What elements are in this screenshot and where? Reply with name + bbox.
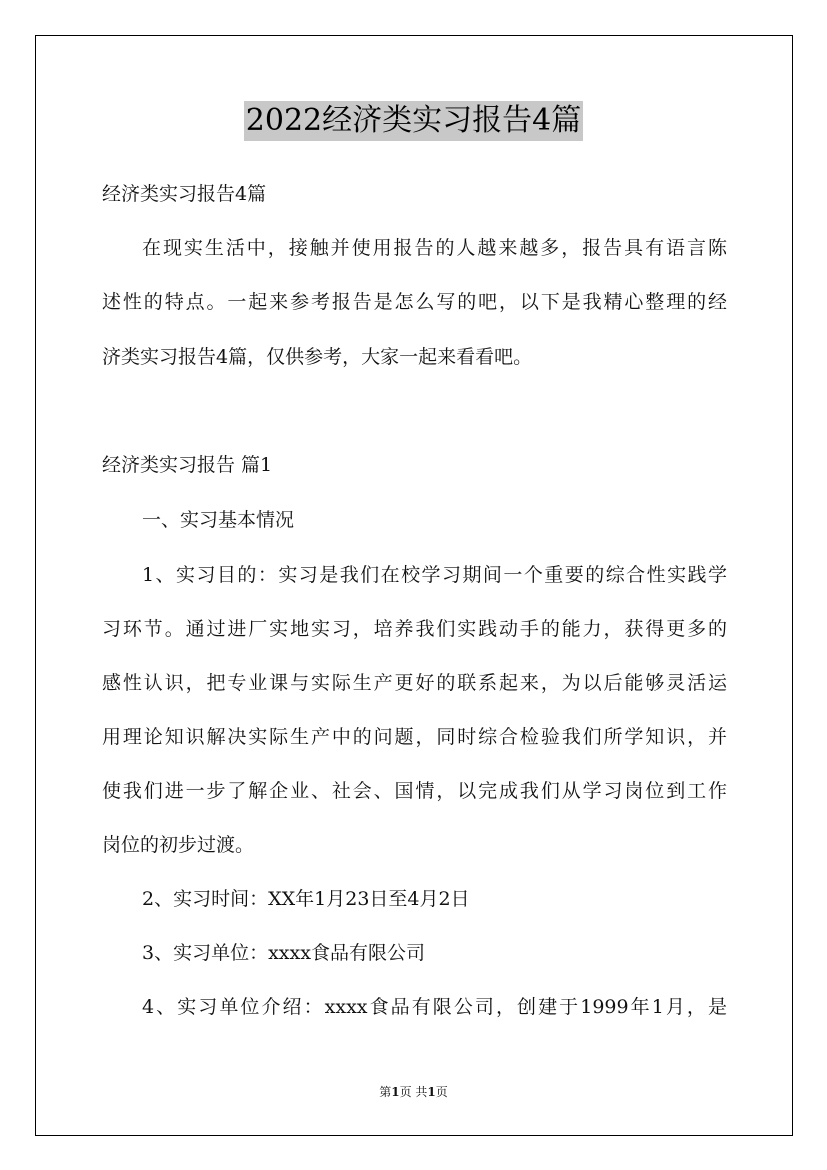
item1-line-4: 用理论知识解决实际生产中的问题，同时综合检验我们所学知识，并 [102,726,727,748]
item1-line-3: 感性认识，把专业课与实际生产更好的联系起来，为以后能够灵活运 [102,672,727,694]
footer-mid: 页 共 [399,1085,428,1099]
item4-line: 4、实习单位介绍：xxxx食品有限公司，创建于1999年1月，是 [142,996,727,1018]
intro-line-2: 述性的特点。一起来参考报告是怎么写的吧，以下是我精心整理的经 [102,291,727,313]
document-subtitle: 经济类实习报告4篇 [102,183,267,205]
document-title: 2022经济类实习报告4篇 [244,101,583,141]
footer-total-pages: 1 [427,1085,436,1099]
item1-line-2: 习环节。通过进厂实地实习，培养我们实践动手的能力，获得更多的 [102,618,727,640]
intro-line-1: 在现实生活中，接触并使用报告的人越来越多，报告具有语言陈 [142,237,727,259]
section-heading: 经济类实习报告 篇1 [102,454,273,476]
footer-page-number: 1 [391,1085,400,1099]
title-container [0,101,827,141]
item1-line-5: 使我们进一步了解企业、社会、国情，以完成我们从学习岗位到工作 [102,780,727,802]
item1-line-6: 岗位的初步过渡。 [102,834,255,856]
footer-prefix: 第 [379,1085,392,1099]
item3-line: 3、实习单位：xxxx食品有限公司 [142,942,425,964]
item1-line-1: 1、实习目的：实习是我们在校学习期间一个重要的综合性实践学 [142,564,727,586]
page-footer [0,1084,827,1100]
sub-heading: 一、实习基本情况 [142,509,295,531]
intro-line-3: 济类实习报告4篇，仅供参考，大家一起来看看吧。 [102,346,533,368]
footer-suffix: 页 [435,1085,448,1099]
item2-line: 2、实习时间：XX年1月23日至4月2日 [142,888,470,910]
